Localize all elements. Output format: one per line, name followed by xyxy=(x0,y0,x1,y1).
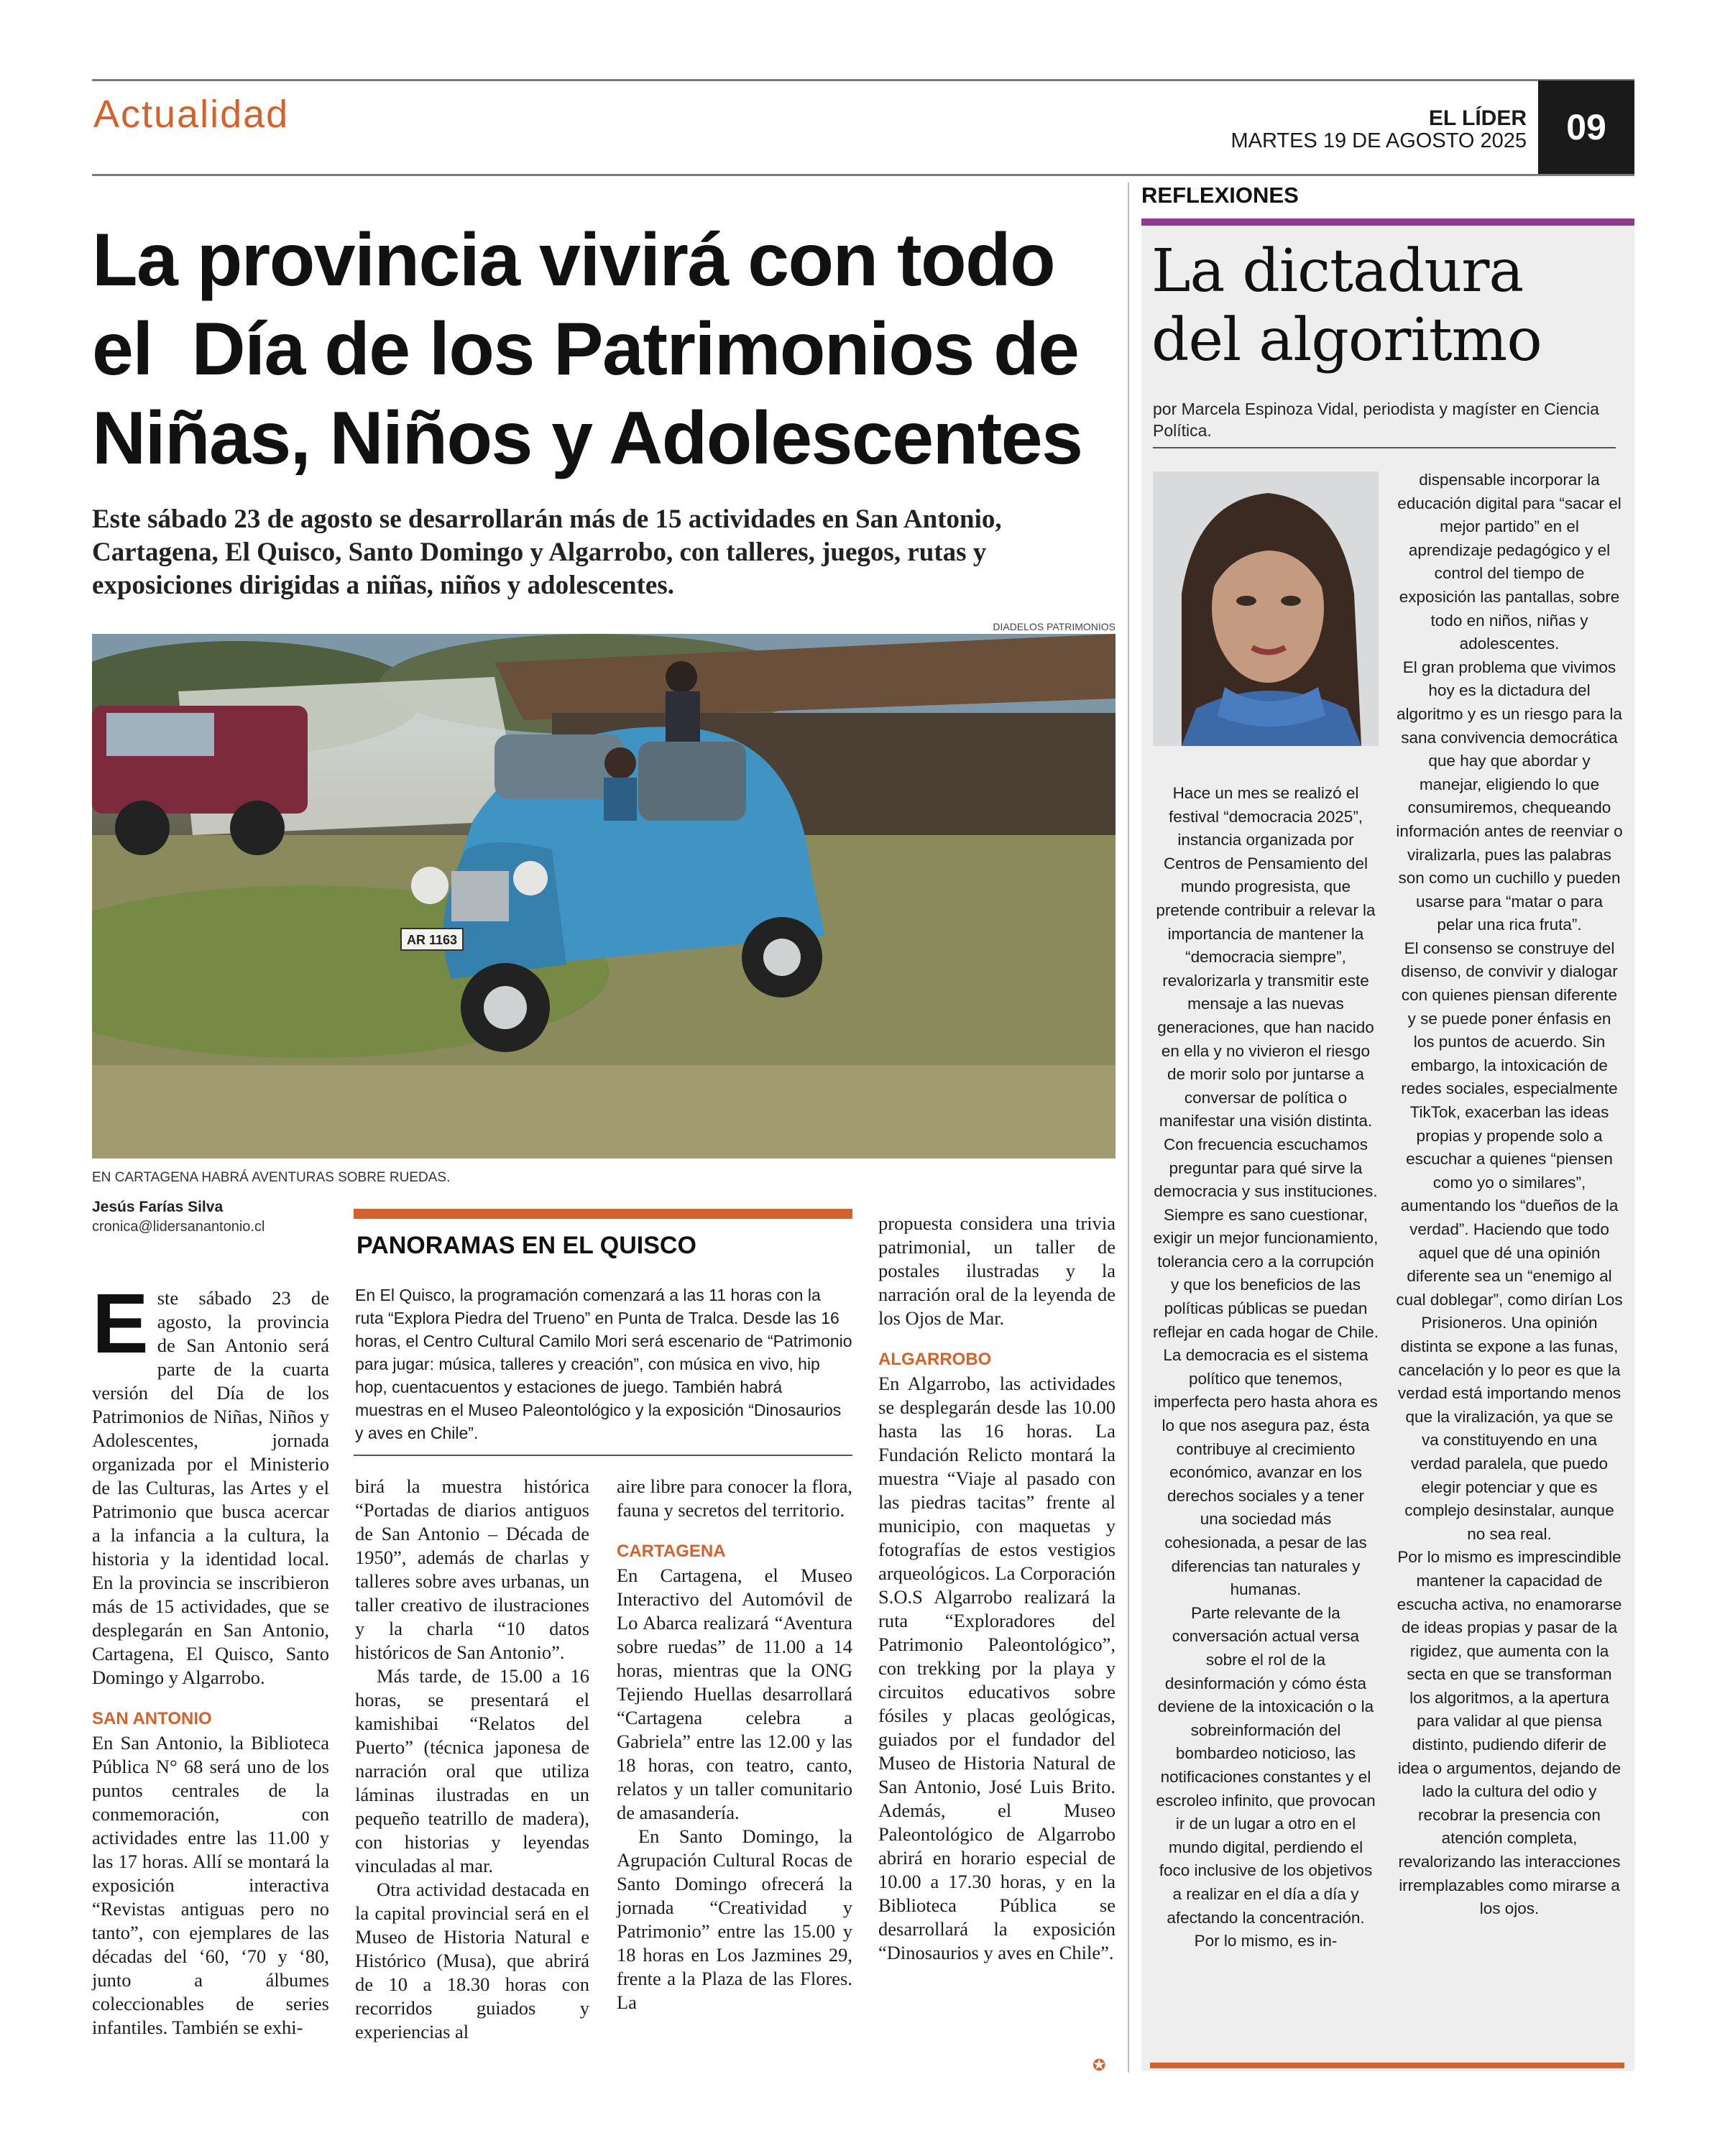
article-column-3 xyxy=(617,1475,852,2014)
photo-credit: DIADELOS PATRIMONIOS xyxy=(993,621,1116,632)
panorama-body: En El Quisco, la programación comenzará a las 11 horas con la ruta “Explora Piedra del Trueno” en Punta de Tralca. Desde las 16 horas, el Centro Cultural Camilo Mori será escenario de “Patrimonio para jugar: música, talleres y creación”, con música en vivo, hip hop, cuentacuentos y estaciones de juego. También habrá muestras en el Museo Paleontológico y la exposición “Dinosaurios y aves en Chile”. xyxy=(355,1286,852,1442)
opinion-right-paragraph-2: El gran problema que vivimos hoy es la dictadura del algoritmo y es un riesgo para la sana convivencia democrática que hay que abordar y manejar, eligiendo lo que consumiremos, chequeando información antes de reenviar o viralizarla, pues las palabras son como un cuchillo y pueden usarse para “matar o para pelar una rica fruta”. xyxy=(1396,658,1623,934)
col3-paragraph-1: aire libre para conocer la flora, fauna y secretos del territorio. xyxy=(617,1475,852,1521)
subhead-cartagena: CARTAGENA xyxy=(617,1542,726,1561)
photo-caption: EN CARTAGENA HABRÁ AVENTURAS SOBRE RUEDAS. xyxy=(92,1170,451,1185)
algarrobo-paragraph: En Algarrobo, las actividades se desplegarán desde las 10.00 hasta las 16 horas. La Fundación Relicto montará la muestra “Viaje al pasado con las piedras tacitas” frente al municipio, con maquetas y fotografías de estos vestigios arqueológicos. La Corporación S.O.S Algarrobo realizará la ruta “Exploradores del Patrimonio Paleontológico”, con trekking por la playa y circuitos educativos sobre fósiles y placas geológicas, guiados por el fundador del Museo de Historia Natural de San Antonio, José Luis Brito. Además, el Museo Paleontológico de Algarrobo abrirá en horario especial de 10.00 a 17.30 horas, y en la Biblioteca Pública se desarrollará la exposición “Dinosaurios y aves en Chile”. xyxy=(878,1373,1116,1963)
panorama-title: PANORAMAS EN EL QUISCO xyxy=(356,1232,696,1259)
santo-domingo-paragraph: En Santo Domingo, la Agrupación Cultural Rocas de Santo Domingo ofrecerá la jornada “Creatividad y Patrimonio” entre las 15.00 y 18 horas en Los Jazmines 29, frente a la Plaza de las Flores. La xyxy=(617,1825,852,2013)
opinion-left-paragraph-1: Hace un mes se realizó el festival “democracia 2025”, instancia organizada por Centros de Pensamiento del mundo progresista, que pretende contribuir a relevar la importancia de mantener la “democracia siempre”, revalorizarla y transmitir este mensaje a las nuevas generaciones, que han nacido en ella y no vivieron el riesgo de morir solo por juntarse a conversar de política o manifestar una visión distinta. xyxy=(1156,784,1376,1130)
opinion-left-paragraph-2: Con frecuencia escuchamos preguntar para qué sirve la democracia y sus instituciones. Siempre es sano cuestionar, exigir un mejor funcionamiento, tolerancia cero a la corrupción y que los beneficios de las políticas públicas se puedan reflejar en cada hogar de Chile. xyxy=(1153,1135,1379,1341)
blue-car-photo-illustration xyxy=(92,634,1116,1158)
header-rule xyxy=(92,174,1634,176)
column-divider xyxy=(1128,183,1129,2073)
intro-paragraph: Este sábado 23 de agosto, la provincia de San Antonio será parte de la cuarta versión del Día de los Patrimonios de Niñas, Niños y Adolescentes, jornada organizada por el Ministerio de las Culturas, las Artes y el Patrimonio que busca acercar a la infancia a la cultura, la historia y la identidad local. En la provincia se inscribieron más de 15 actividades, que se desplegarán en San Antonio, Cartagena, El Quisco, Santo Domingo y Algarrobo. xyxy=(92,1276,329,1688)
opinion-column-left xyxy=(1153,782,1379,1953)
license-plate: AR 1163 xyxy=(406,933,458,947)
article-photo xyxy=(92,634,1116,1158)
san-antonio-paragraph: En San Antonio, la Biblioteca Pública N° 68 será uno de los puntos centrales de la conmemoración, con actividades entre las 11.00 y las 17 horas. Allí se montará la exposición interactiva “Revistas antiguas pero no tanto”, con ejemplares de las décadas del ‘60, ‘70 y ‘80, junto a álbumes coleccionables de series infantiles. También se exhi- xyxy=(92,1732,329,2038)
opinion-top-rule xyxy=(1141,218,1634,226)
opinion-left-paragraph-4: Parte relevante de la conversación actual versa sobre el rol de la desinformación y cómo ésta deviene de la intoxicación o la sobreinformación del bombardeo noticioso, las notificaciones constantes y el escroleo infinito, que provocan ir de un lugar a otro en el mundo digital, perdiendo el foco inclusive de los objetivos a realizar en el día a día y afectando la concentración. Por lo mismo, es in- xyxy=(1156,1603,1376,1950)
cartagena-paragraph: En Cartagena, el Museo Interactivo del Automóvil de Lo Abarca realizará “Aventura sobre ruedas” de 11.00 a 14 horas, mientras que la ONG Tejiendo Huellas desarrollará “Cartagena celebra a Gabriela” entre las 12.00 y las 18 horas, con teatro, canto, relatos y un taller comunitario de amasandería. xyxy=(617,1565,852,1823)
opinion-author: por Marcela Espinoza Vidal, periodista y magíster en Ciencia Política. xyxy=(1153,400,1599,440)
panorama-bottom-rule xyxy=(354,1455,852,1456)
byline-name: Jesús Farías Silva xyxy=(92,1199,224,1215)
headline-line-2: el Día de los Patrimonios de xyxy=(92,308,1079,391)
article-column-1 xyxy=(92,1276,329,2040)
col2-paragraph-2: Más tarde, de 15.00 a 16 horas, se presentará el kamishibai “Relatos del Puerto” (técnica japonesa de narración oral que utiliza láminas ilustradas en un pequeño teatrillo de madera), con historias y leyendas vinculadas al mar. xyxy=(355,1665,589,1876)
opinion-title-line-1: La dictadura xyxy=(1151,237,1524,305)
article-deck: Este sábado 23 de agosto se desarrollarán más de 15 actividades en San Antonio, Cartagena, El Quisco, Santo Domingo y Algarrobo, con talleres, juegos, rutas y exposiciones dirigidas a niñas, niños y adolescentes. xyxy=(92,505,1002,600)
subhead-algarrobo: ALGARROBO xyxy=(878,1350,992,1369)
opinion-left-paragraph-3: La democracia es el sistema político que tenemos, imperfecta pero hasta ahora es lo que nos asegura paz, ésta contribuye al crecimiento económico, avanzar en los derechos sociales y a tener una sociedad más cohesionada, a pesar de las diferencias tan naturales y humanas. xyxy=(1154,1346,1378,1599)
panorama-rule xyxy=(354,1209,852,1219)
col2-paragraph-3: Otra actividad destacada en la capital provincial será en el Museo de Historia Natural e Histórico (Musa), que abrirá de 10 a 18.30 horas con recorridos guiados y experiencias al xyxy=(355,1879,589,2042)
col2-paragraph-1: birá la muestra histórica “Portadas de diarios antiguos de San Antonio – Década de 1950”, además de charlas y talleres sobre aves urbanas, un taller creativo de ilustraciones y la charla “10 datos históricos de San Antonio”. xyxy=(355,1475,589,1663)
opinion-right-paragraph-3: El consenso se construye del disenso, de convivir y dialogar con quienes piensan diferente y se puede poner énfasis en los puntos de acuerdo. Sin embargo, la intoxicación de redes sociales, especialmente TikTok, exacerban las ideas propias y propende solo a escuchar a quienes “piensen como yo o similares”, aumentando los “dueños de la verdad”. Haciendo que todo aquel que dé una opinión diferente sea un “enemigo al cual doblegar”, como dirían Los Prisioneros. Una opinión distinta se expone a las funas, cancelación y lo peor es que la verdad está importando menos que la viralización, ya que se va constituyendo en una verdad paralela, que puedo elegir potenciar y que es complejo desinstalar, aunque no sea real. xyxy=(1396,939,1623,1543)
author-portrait-illustration xyxy=(1153,471,1379,746)
opinion-bottom-rule xyxy=(1150,2063,1624,2068)
author-portrait xyxy=(1153,471,1379,746)
headline-line-1: La provincia vivirá con todo xyxy=(92,218,1055,302)
col4-paragraph-1: propuesta considera una trivia patrimonial, un taller de postales ilustradas y la narración oral de la leyenda de los Ojos de Mar. xyxy=(878,1212,1116,1329)
article-headline xyxy=(92,216,1127,483)
byline-email: cronica@lidersanantonio.cl xyxy=(92,1219,265,1235)
page-number: 09 xyxy=(1538,80,1634,174)
headline-line-3: Niñas, Niños y Adolescentes xyxy=(92,397,1082,480)
section-label: Actualidad xyxy=(93,93,290,136)
article-column-4 xyxy=(878,1212,1116,1965)
opinion-title xyxy=(1151,237,1626,375)
opinion-right-paragraph-1: dispensable incorporar la educación digital para “sacar el mejor partido” en el aprendizaje pedagógico y el control del tiempo de exposición las pantallas, sobre todo en niños, niñas y adolescentes. xyxy=(1397,471,1622,653)
opinion-right-paragraph-4: Por lo mismo es imprescindible mantener la capacidad de escucha activa, no enamorarse de ideas propias y pasar de la rigidez, que aumenta con la secta en que se transforman los algoritmos, a la apertura para validar al que piensa distinto, pudiendo diferir de idea o argumentos, dejando de lado la cultura del odio y recobrar la presencia con atención completa, revalorizando las interacciones irremplazables como mirarse a los ojos. xyxy=(1397,1548,1622,1918)
end-of-article-icon: ✪ xyxy=(1092,2057,1106,2075)
drop-cap: E xyxy=(92,1276,149,1371)
opinion-column-right xyxy=(1396,469,1623,1921)
opinion-section-label: REFLEXIONES xyxy=(1141,183,1299,208)
newspaper-name: EL LÍDER xyxy=(1428,106,1527,130)
subhead-san-antonio: SAN ANTONIO xyxy=(92,1709,212,1728)
top-rule xyxy=(92,79,1634,81)
opinion-title-line-2: del algoritmo xyxy=(1151,306,1542,374)
opinion-author-rule xyxy=(1153,447,1616,448)
issue-date: MARTES 19 DE AGOSTO 2025 xyxy=(1230,129,1527,152)
article-column-2 xyxy=(355,1475,589,2044)
